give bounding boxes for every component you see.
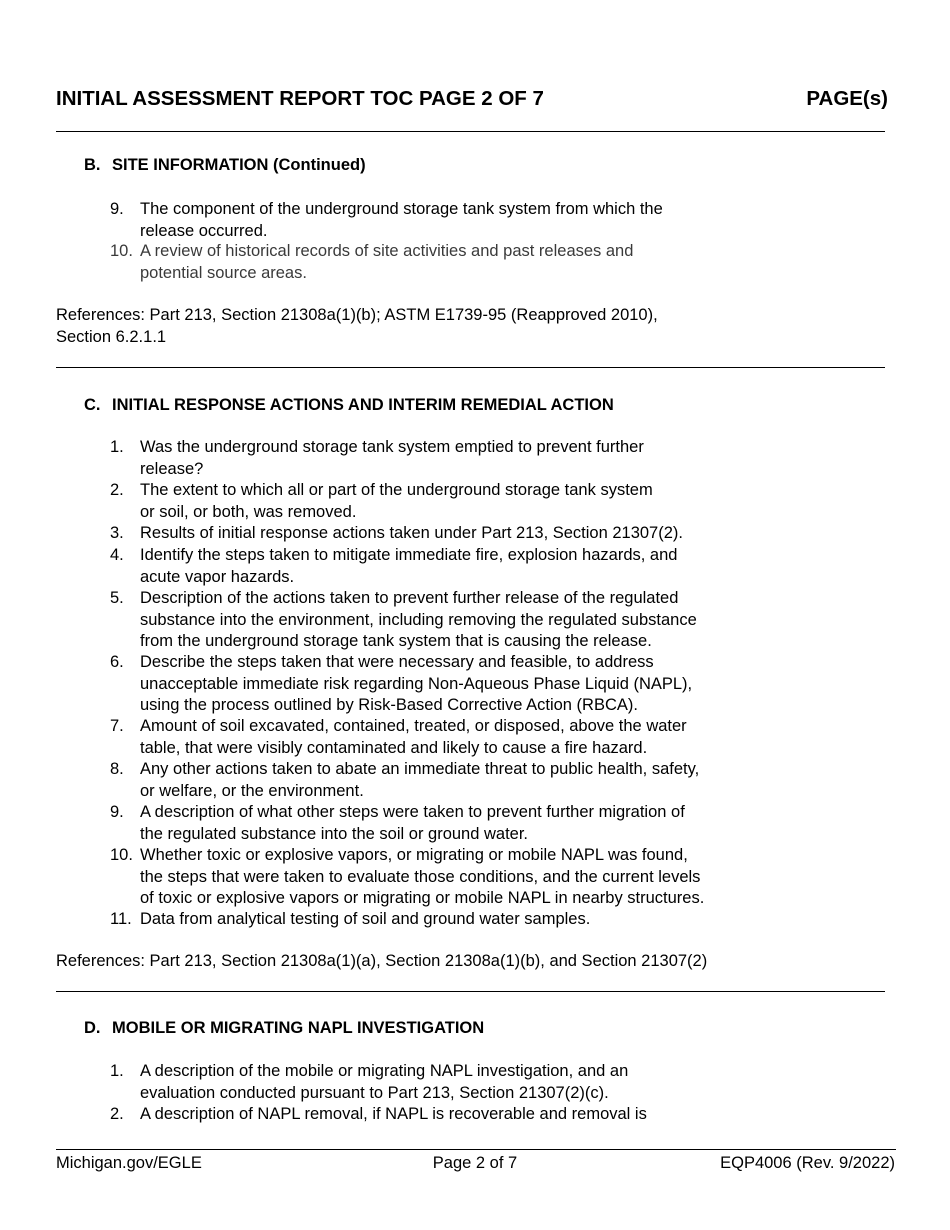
list-item-number: 3. bbox=[110, 524, 124, 542]
list-item-text: Describe the steps taken that were necessary and feasible, to address unacceptable immediate risk regarding Non-Aqueous Phase Liquid (NAPL), using the process outlined by Risk-Based Corrective Action (RBCA). bbox=[140, 653, 693, 714]
section-b-heading: SITE INFORMATION (Continued) bbox=[112, 156, 366, 174]
section-d-letter: D. bbox=[84, 1019, 101, 1037]
list-item-number: 1. bbox=[110, 1062, 124, 1080]
list-item-text: Identify the steps taken to mitigate immediate fire, explosion hazards, and acute vapor hazards. bbox=[140, 546, 678, 586]
list-item-number: 7. bbox=[110, 717, 124, 735]
section-d-title bbox=[84, 1018, 484, 1040]
footer-page-number: Page 2 of 7 bbox=[432, 1154, 518, 1172]
list-item-number: 9. bbox=[110, 200, 124, 218]
list-item-text: Amount of soil excavated, contained, treated, or disposed, above the water table, that were visibly contaminated and likely to cause a fire hazard. bbox=[140, 717, 687, 757]
header-divider bbox=[56, 131, 885, 132]
section-divider bbox=[56, 367, 885, 368]
pages-column-label: PAGE(s) bbox=[806, 87, 888, 110]
page-title: INITIAL ASSESSMENT REPORT TOC PAGE 2 OF 7 bbox=[56, 87, 544, 110]
section-b-title bbox=[84, 155, 366, 177]
list-item-text: The extent to which all or part of the underground storage tank system or soil, or both, was removed. bbox=[140, 481, 653, 521]
footer-divider bbox=[56, 1149, 896, 1150]
list-item-number: 2. bbox=[110, 481, 124, 499]
list-item-number: 8. bbox=[110, 760, 124, 778]
list-item-number: 4. bbox=[110, 546, 124, 564]
footer-website: Michigan.gov/EGLE bbox=[56, 1154, 202, 1172]
list-item-number: 10. bbox=[110, 846, 133, 864]
list-item-text: Whether toxic or explosive vapors, or migrating or mobile NAPL was found, the steps that were taken to evaluate those conditions, and the current levels of toxic or explosive vapors or migrating or mobile NAPL in nearby structures. bbox=[140, 846, 705, 907]
list-item-number: 5. bbox=[110, 589, 124, 607]
footer-form-id: EQP4006 (Rev. 9/2022) bbox=[720, 1154, 895, 1172]
section-c-title bbox=[84, 395, 614, 417]
section-d-heading: MOBILE OR MIGRATING NAPL INVESTIGATION bbox=[112, 1019, 485, 1037]
list-item-text: The component of the underground storage tank system from which the release occurred. bbox=[140, 200, 663, 240]
list-item-text: A description of what other steps were taken to prevent further migration of the regulated substance into the soil or ground water. bbox=[140, 803, 685, 843]
list-item-number: 6. bbox=[110, 653, 124, 671]
list-item-text: A description of NAPL removal, if NAPL is recoverable and removal is bbox=[140, 1105, 647, 1123]
list-item-number: 1. bbox=[110, 438, 124, 456]
list-item-number: 2. bbox=[110, 1105, 124, 1123]
list-item-text: A description of the mobile or migrating NAPL investigation, and an evaluation conducted pursuant to Part 213, Section 21307(2)(c). bbox=[140, 1062, 629, 1102]
list-item-text: Data from analytical testing of soil and ground water samples. bbox=[140, 910, 591, 928]
section-b-references: References: Part 213, Section 21308a(1)(b); ASTM E1739-95 (Reapproved 2010), Section 6.2.1.1 bbox=[56, 306, 658, 346]
list-item-text: Any other actions taken to abate an immediate threat to public health, safety, or welfare, or the environment. bbox=[140, 760, 700, 800]
list-item-number: 11. bbox=[110, 910, 132, 928]
section-c-heading: INITIAL RESPONSE ACTIONS AND INTERIM REMEDIAL ACTION bbox=[112, 396, 614, 414]
section-divider bbox=[56, 991, 885, 992]
section-b-letter: B. bbox=[84, 156, 101, 174]
list-item-text: Description of the actions taken to prevent further release of the regulated substance into the environment, including removing the regulated substance from the underground storage tank system that is causing the release. bbox=[140, 589, 697, 650]
list-item-text: Results of initial response actions taken under Part 213, Section 21307(2). bbox=[140, 524, 683, 542]
list-item-number: 10. bbox=[110, 242, 133, 260]
section-c-references: References: Part 213, Section 21308a(1)(a), Section 21308a(1)(b), and Section 21307(2) bbox=[56, 952, 708, 970]
list-item-text: A review of historical records of site activities and past releases and potential source areas. bbox=[140, 242, 634, 282]
list-item-text: Was the underground storage tank system emptied to prevent further release? bbox=[140, 438, 644, 478]
list-item-number: 9. bbox=[110, 803, 124, 821]
section-c-letter: C. bbox=[84, 396, 101, 414]
